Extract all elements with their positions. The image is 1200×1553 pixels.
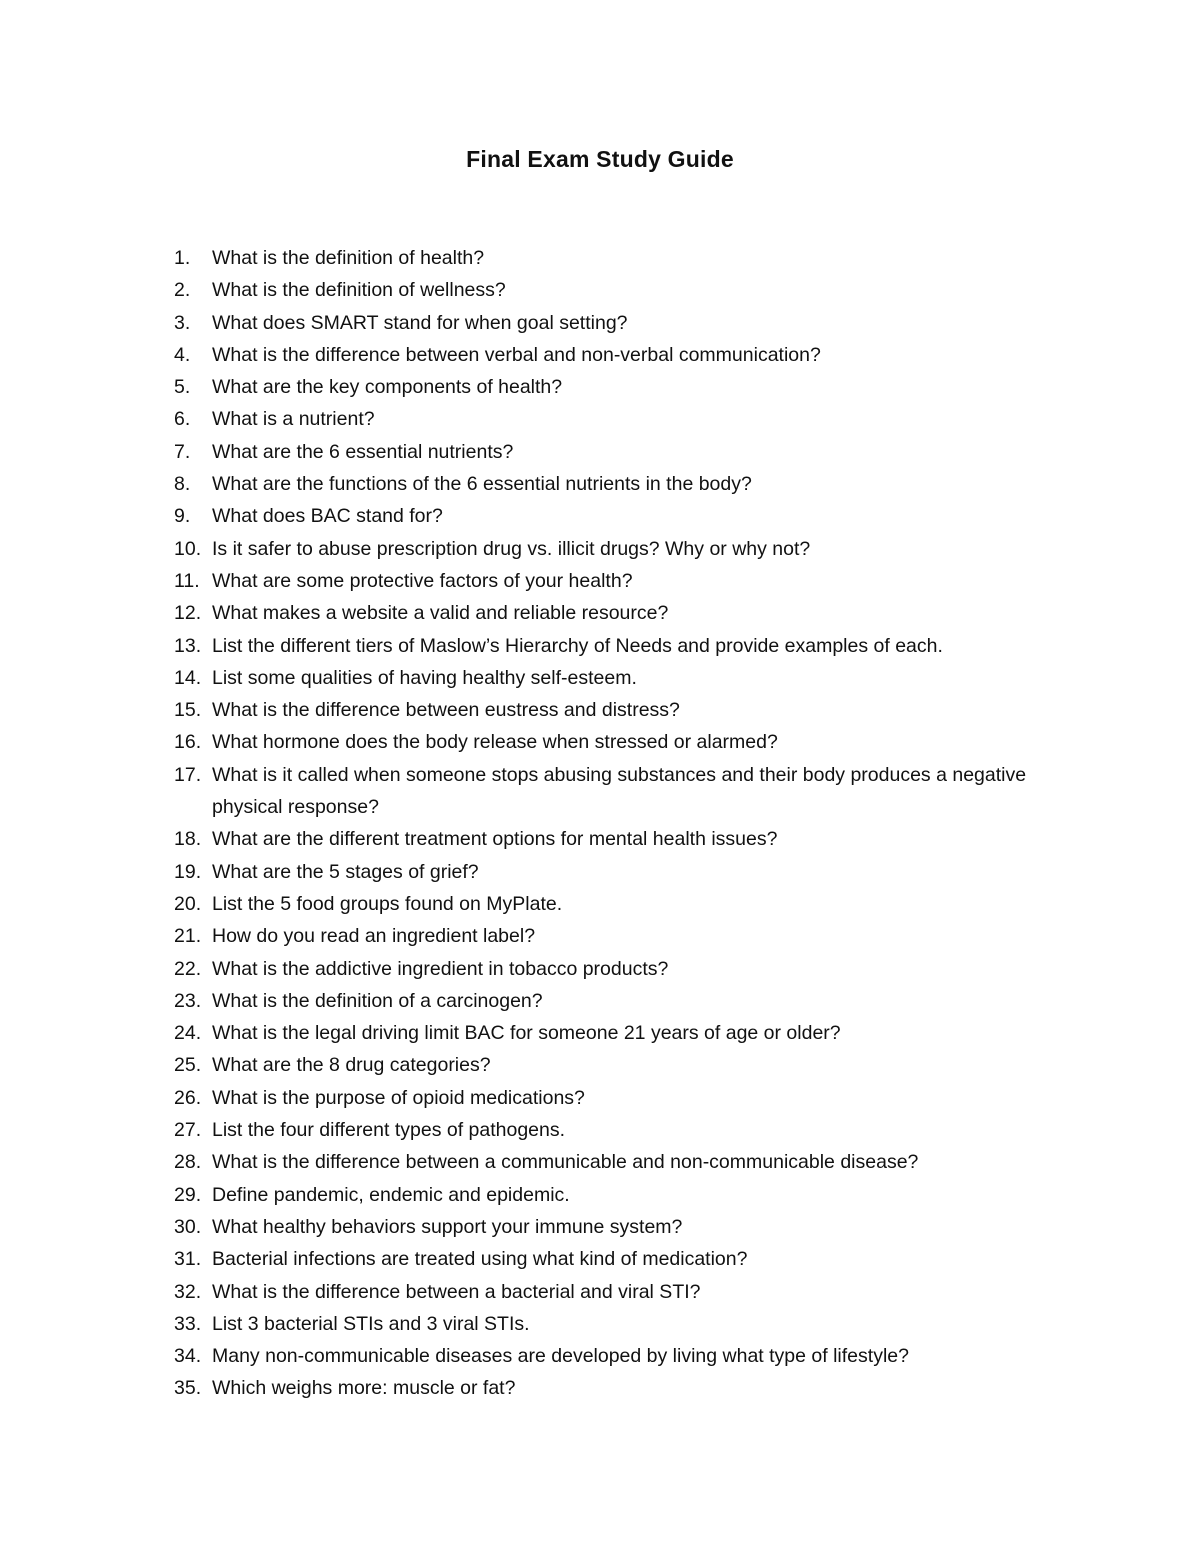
question-number: 25. bbox=[174, 1054, 202, 1077]
question-text: How do you read an ingredient label? bbox=[212, 925, 536, 948]
question-text: Which weighs more: muscle or fat? bbox=[212, 1377, 516, 1400]
question-text: What are the 8 drug categories? bbox=[212, 1054, 491, 1077]
question-item bbox=[166, 1211, 1066, 1243]
question-number: 18. bbox=[174, 828, 202, 851]
question-item bbox=[166, 630, 1066, 662]
question-text: What are the 5 stages of grief? bbox=[212, 860, 479, 883]
question-number: 17. bbox=[174, 763, 202, 786]
question-text: What is it called when someone stops abusing substances and their body produces a negative physical response? bbox=[212, 763, 1027, 819]
question-text: What is a nutrient? bbox=[212, 408, 375, 431]
question-number: 7. bbox=[174, 440, 191, 463]
question-text: What are some protective factors of your health? bbox=[212, 569, 633, 592]
question-number: 34. bbox=[174, 1345, 202, 1368]
question-number: 16. bbox=[174, 731, 202, 754]
question-number: 3. bbox=[174, 311, 191, 334]
question-number: 35. bbox=[174, 1377, 202, 1400]
question-item bbox=[166, 920, 1066, 952]
question-item bbox=[166, 436, 1066, 468]
question-item bbox=[166, 823, 1066, 855]
question-item bbox=[166, 1114, 1066, 1146]
question-text: What is the difference between eustress and distress? bbox=[212, 699, 680, 722]
question-list bbox=[166, 242, 1066, 1405]
question-item bbox=[166, 403, 1066, 435]
question-number: 8. bbox=[174, 473, 191, 496]
question-text: What is the purpose of opioid medications? bbox=[212, 1086, 585, 1109]
question-number: 2. bbox=[174, 279, 191, 302]
question-text: What are the key components of health? bbox=[212, 376, 563, 399]
question-text: What healthy behaviors support your immune system? bbox=[212, 1215, 683, 1238]
question-item bbox=[166, 1179, 1066, 1211]
page-title: Final Exam Study Guide bbox=[466, 146, 734, 172]
question-text: What is the definition of a carcinogen? bbox=[212, 989, 543, 1012]
question-number: 6. bbox=[174, 408, 191, 431]
question-text: List the four different types of pathogens. bbox=[212, 1119, 566, 1142]
question-text: Bacterial infections are treated using what kind of medication? bbox=[212, 1248, 748, 1271]
question-text: What is the difference between a bacterial and viral STI? bbox=[212, 1280, 701, 1303]
question-item bbox=[166, 533, 1066, 565]
question-item bbox=[166, 1017, 1066, 1049]
question-number: 28. bbox=[174, 1151, 202, 1174]
question-number: 5. bbox=[174, 376, 191, 399]
question-text: What are the different treatment options for mental health issues? bbox=[212, 828, 778, 851]
question-number: 13. bbox=[174, 634, 202, 657]
question-number: 9. bbox=[174, 505, 191, 528]
question-number: 30. bbox=[174, 1215, 202, 1238]
question-item bbox=[166, 371, 1066, 403]
question-text: List some qualities of having healthy self-esteem. bbox=[212, 666, 637, 689]
question-text: What is the definition of health? bbox=[212, 247, 485, 269]
question-number: 24. bbox=[174, 1022, 202, 1045]
question-item bbox=[166, 339, 1066, 371]
question-number: 33. bbox=[174, 1312, 202, 1335]
question-number: 10. bbox=[174, 537, 202, 560]
question-number: 31. bbox=[174, 1248, 202, 1271]
question-text: List 3 bacterial STIs and 3 viral STIs. bbox=[212, 1312, 530, 1335]
question-item bbox=[166, 307, 1066, 339]
question-number: 32. bbox=[174, 1280, 202, 1303]
question-text: List the different tiers of Maslow’s Hierarchy of Needs and provide examples of each. bbox=[212, 634, 943, 657]
question-item bbox=[166, 888, 1066, 920]
question-number: 22. bbox=[174, 957, 202, 980]
question-text: Many non-communicable diseases are developed by living what type of lifestyle? bbox=[212, 1345, 909, 1368]
question-text: What does SMART stand for when goal setting? bbox=[212, 311, 628, 334]
question-text: What makes a website a valid and reliable resource? bbox=[212, 602, 669, 625]
question-item bbox=[166, 694, 1066, 726]
question-number: 27. bbox=[174, 1119, 202, 1142]
question-item bbox=[166, 242, 1066, 274]
question-item bbox=[166, 953, 1066, 985]
question-item bbox=[166, 1340, 1066, 1372]
question-number: 4. bbox=[174, 343, 191, 366]
question-item bbox=[166, 468, 1066, 500]
question-number: 15. bbox=[174, 699, 202, 722]
question-number: 1. bbox=[174, 247, 191, 269]
question-number: 21. bbox=[174, 925, 202, 948]
question-text: What is the legal driving limit BAC for someone 21 years of age or older? bbox=[212, 1022, 841, 1045]
question-number: 14. bbox=[174, 666, 202, 689]
question-number: 20. bbox=[174, 892, 202, 915]
question-item bbox=[166, 1243, 1066, 1275]
question-item bbox=[166, 1049, 1066, 1081]
question-item bbox=[166, 1146, 1066, 1178]
question-item bbox=[166, 1372, 1066, 1404]
question-text: Define pandemic, endemic and epidemic. bbox=[212, 1183, 570, 1206]
question-number: 26. bbox=[174, 1086, 202, 1109]
question-text: List the 5 food groups found on MyPlate. bbox=[212, 892, 563, 915]
question-number: 23. bbox=[174, 989, 202, 1012]
question-item bbox=[166, 1276, 1066, 1308]
question-text: What does BAC stand for? bbox=[212, 505, 443, 528]
question-item bbox=[166, 565, 1066, 597]
question-number: 29. bbox=[174, 1183, 202, 1206]
question-item bbox=[166, 500, 1066, 532]
question-text: What is the difference between verbal and non-verbal communication? bbox=[212, 343, 821, 366]
question-text: What are the 6 essential nutrients? bbox=[212, 440, 514, 463]
question-item bbox=[166, 985, 1066, 1017]
question-text: What are the functions of the 6 essential nutrients in the body? bbox=[212, 473, 752, 496]
question-number: 19. bbox=[174, 860, 202, 883]
question-text: What is the definition of wellness? bbox=[212, 279, 506, 302]
question-number: 12. bbox=[174, 602, 202, 625]
question-item bbox=[166, 662, 1066, 694]
question-item bbox=[166, 726, 1066, 758]
question-text: Is it safer to abuse prescription drug vs. illicit drugs? Why or why not? bbox=[212, 537, 811, 560]
question-item bbox=[166, 597, 1066, 629]
question-item bbox=[166, 274, 1066, 306]
question-item bbox=[166, 1082, 1066, 1114]
question-text: What is the difference between a communicable and non-communicable disease? bbox=[212, 1151, 919, 1174]
question-item bbox=[166, 856, 1066, 888]
question-item bbox=[166, 759, 1066, 824]
question-number: 11. bbox=[174, 569, 200, 592]
question-text: What hormone does the body release when stressed or alarmed? bbox=[212, 731, 778, 754]
question-text: What is the addictive ingredient in tobacco products? bbox=[212, 957, 669, 980]
question-item bbox=[166, 1308, 1066, 1340]
